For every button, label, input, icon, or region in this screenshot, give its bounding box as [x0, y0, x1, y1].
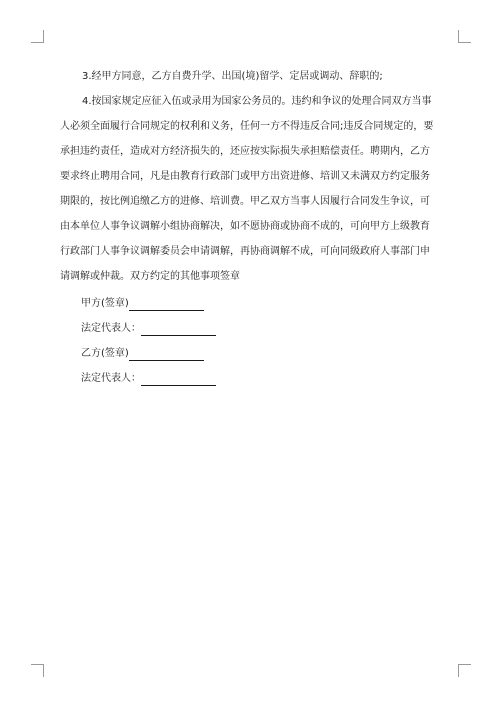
party-b-signature-line: [81, 347, 204, 361]
party-a-label: 甲方(签章): [81, 298, 129, 309]
crop-mark-bottom-left: [31, 664, 44, 677]
clause-4-line: 行政部门人事争议调解委员会申请调解，再协商调解不成，可向同级政府人事部门申: [60, 246, 430, 257]
crop-mark-bottom-right: [458, 664, 471, 677]
party-a-signature-line: [81, 297, 204, 311]
clause-4: [60, 89, 442, 289]
clause-3-text: 3.经甲方同意，乙方自费升学、出国(境)留学、定居或调动、辞职的;: [82, 71, 383, 82]
document-body: [60, 64, 442, 289]
crop-mark-top-right: [458, 30, 471, 43]
party-b-label: 乙方(签章): [81, 348, 129, 359]
party-a-blank: [129, 299, 204, 311]
crop-mark-top-left: [31, 30, 44, 43]
clause-4-line: 4.按国家规定应征入伍或录用为国家公务员的。违约和争议的处理合同双方当事: [82, 96, 432, 107]
legal-rep-1-signature-line: [81, 322, 216, 336]
clause-3: [60, 64, 442, 89]
clause-4-line: 人必须全面履行合同规定的权利和义务，任何一方不得违反合同;违反合同规定的，要: [60, 121, 434, 132]
party-b-blank: [129, 349, 204, 361]
clause-4-line: 请调解或仲裁。双方约定的其他事项签章: [60, 271, 240, 282]
legal-rep-2-signature-line: [81, 372, 216, 386]
clause-4-line: 承担违约责任，造成对方经济损失的，还应按实际损失承担赔偿责任。聘期内，乙方: [60, 146, 430, 157]
legal-rep-1-label: 法定代表人：: [81, 323, 141, 334]
legal-rep-2-blank: [141, 374, 216, 386]
legal-rep-2-label: 法定代表人：: [81, 373, 141, 384]
legal-rep-1-blank: [141, 324, 216, 336]
clause-4-line: 期限的，按比例追缴乙方的进修、培训费。甲乙双方当事人因履行合同发生争议，可: [60, 196, 430, 207]
clause-4-line: 由本单位人事争议调解小组协商解决，如不愿协商或协商不成的，可向甲方上级教育: [60, 221, 430, 232]
clause-4-line: 要求终止聘用合同，凡是由教育行政部门或甲方出资进修、培训又未满双方约定服务: [60, 171, 430, 182]
